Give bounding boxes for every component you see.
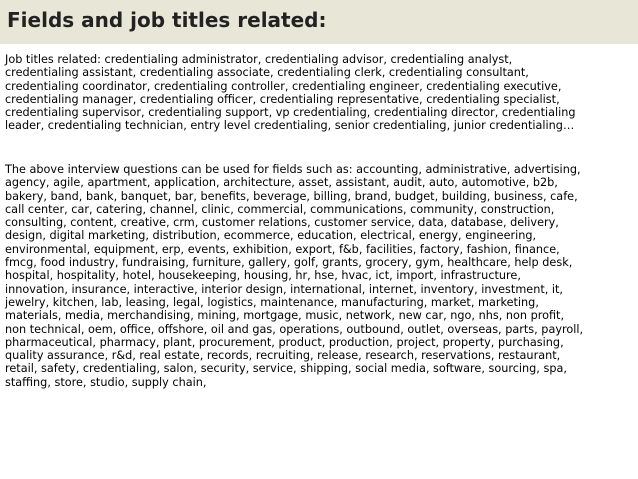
job-titles-paragraph [5,53,633,133]
fields-line: innovation, insurance, interactive, interior design, international, internet, inventory, investment, it, [5,282,564,296]
job-titles-line: Job titles related: credentialing administrator, credentialing advisor, credentialing analyst, [5,53,513,66]
fields-line: design, digital marketing, distribution, ecommerce, education, electrical, energy, engineering, [5,229,537,243]
fields-line: retail, safety, credentialing, salon, security, service, shipping, social media, software, sourcing, spa, [5,362,567,376]
fields-line: fmcg, food industry, fundraising, furniture, gallery, golf, grants, grocery, gym, healthcare, help desk, [5,256,573,270]
fields-line: environmental, equipment, erp, events, exhibition, export, f&b, facilities, factory, fashion, finance, [5,242,560,256]
job-titles-line: leader, credentialing technician, entry level credentialing, senior credentialing, junior credentialing… [5,119,575,133]
fields-line: staffing, store, studio, supply chain, [5,375,207,389]
fields-line: agency, agile, apartment, application, architecture, asset, assistant, audit, auto, automotive, b2b, [5,176,558,190]
fields-paragraph [5,163,633,389]
job-titles-line: credentialing manager, credentialing officer, credentialing representative, credentialing specialist, [5,92,560,106]
header-bar [0,0,638,44]
fields-line: pharmaceutical, pharmacy, plant, procurement, product, production, project, property, purchasing, [5,335,564,349]
fields-line: call center, car, catering, channel, clinic, commercial, communications, community, construction, [5,202,555,216]
job-titles-line: credentialing coordinator, credentialing controller, credentialing engineer, credentialing executive, [5,79,562,93]
fields-line: bakery, band, bank, banquet, bar, benefits, beverage, billing, brand, budget, building, business, cafe, [5,189,578,203]
fields-line: quality assurance, r&d, real estate, records, recruiting, release, research, reservations, restaurant, [5,349,561,363]
page-title: Fields and job titles related: [7,8,327,32]
fields-line: jewelry, kitchen, lab, leasing, legal, logistics, maintenance, manufacturing, market, marketing, [5,295,539,309]
fields-line: hospital, hospitality, hotel, housekeeping, housing, hr, hse, hvac, ict, import, infrastructure, [5,269,521,283]
job-titles-line: credentialing assistant, credentialing associate, credentialing clerk, credentialing consultant, [5,66,529,80]
fields-line: consulting, content, creative, crm, customer relations, customer service, data, database, delivery, [5,216,559,230]
fields-line: The above interview questions can be used for fields such as: accounting, administrative, advertising, [5,163,581,176]
job-titles-line: credentialing supervisor, credentialing support, vp credentialing, credentialing director, credentialing [5,106,576,120]
fields-line: non technical, oem, office, offshore, oil and gas, operations, outbound, outlet, overseas, parts, payroll, [5,322,584,336]
fields-line: materials, media, merchandising, mining, mortgage, music, network, new car, ngo, nhs, non profit, [5,309,565,323]
